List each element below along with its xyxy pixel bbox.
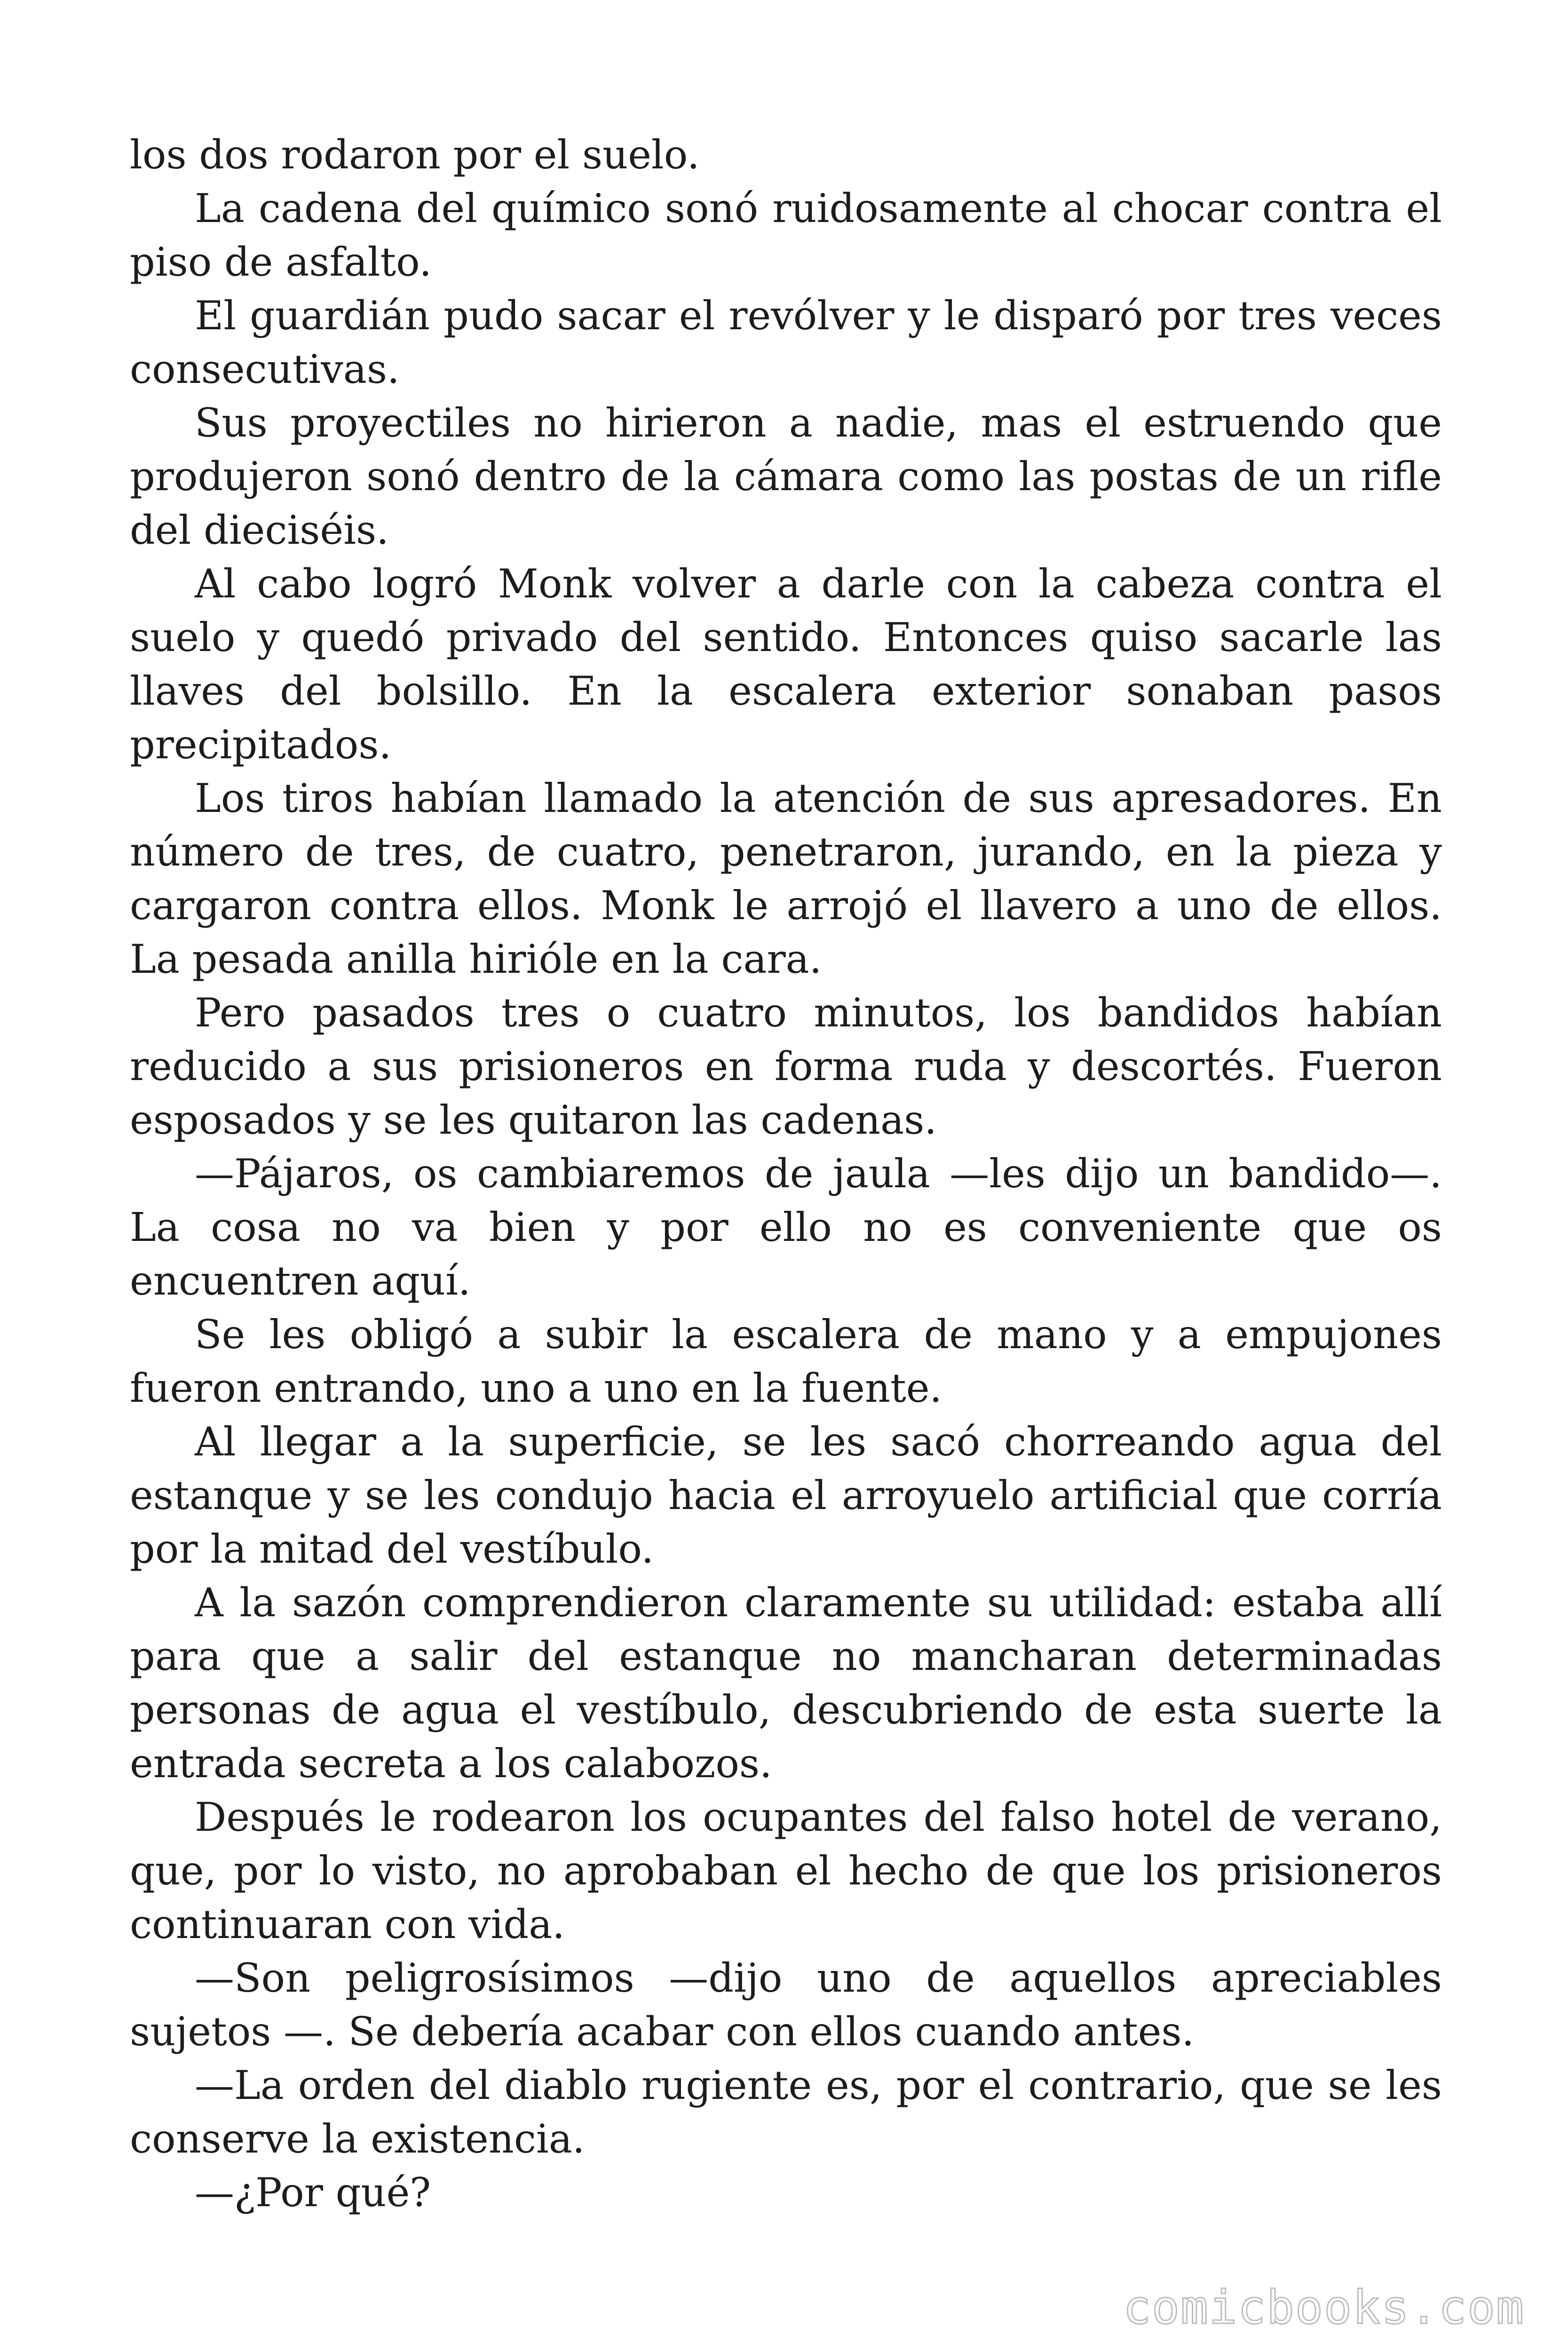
paragraph: A la sazón comprendieron claramente su utilidad: estaba allí para que a salir del estanque no mancharan determinadas personas de agua el vestíbulo, descubriendo de esta suerte la entrada secreta a los calabozos. <box>130 1580 1442 1787</box>
paragraph: Se les obligó a subir la escalera de mano y a empujones fueron entrando, uno a uno en la fuente. <box>130 1311 1442 1411</box>
paragraph: Al cabo logró Monk volver a darle con la cabeza contra el suelo y quedó privado del sentido. Entonces quiso sacarle las llaves del bolsillo. En la escalera exterior sonaban pasos precipitados. <box>130 561 1442 768</box>
dialogue-paragraph: —Pájaros, os cambiaremos de jaula —les dijo un bandido—. La cosa no va bien y por ello no es conveniente que os encuentren aquí. <box>130 1151 1442 1304</box>
dialogue-paragraph: —Son peligrosísimos —dijo uno de aquellos apreciables sujetos —. Se debería acabar con ellos cuando antes. <box>130 1955 1442 2055</box>
paragraph: Sus proyectiles no hirieron a nadie, mas el estruendo que produjeron sonó dentro de la cámara como las postas de un rifle del dieciséis. <box>130 400 1442 553</box>
paragraph: El guardián pudo sacar el revólver y le disparó por tres veces consecutivas. <box>130 293 1442 392</box>
paragraph: Al llegar a la superficie, se les sacó chorreando agua del estanque y se les condujo hacia el arroyuelo artificial que corría por la mitad del vestíbulo. <box>130 1419 1442 1572</box>
paragraph: Después le rodearon los ocupantes del falso hotel de verano, que, por lo visto, no aprobaban el hecho de que los prisioneros continuaran con vida. <box>130 1794 1442 1947</box>
page-body <box>130 128 1442 2219</box>
paragraph: Los tiros habían llamado la atención de sus apresadores. En número de tres, de cuatro, penetraron, jurando, en la pieza y cargaron contra ellos. Monk le arrojó el llavero a uno de ellos. La pesada anilla hirióle en la cara. <box>130 775 1442 982</box>
paragraph: los dos rodaron por el suelo. <box>130 132 700 178</box>
dialogue-paragraph: —¿Por qué? <box>195 2169 431 2216</box>
watermark: comicbooks.com <box>1123 2281 1525 2335</box>
paragraph: La cadena del químico sonó ruidosamente al chocar contra el piso de asfalto. <box>130 185 1442 285</box>
paragraph: Pero pasados tres o cuatro minutos, los bandidos habían reducido a sus prisioneros en forma ruda y descortés. Fueron esposados y se les quitaron las cadenas. <box>130 990 1442 1143</box>
dialogue-paragraph: —La orden del diablo rugiente es, por el contrario, que se les conserve la existencia. <box>130 2062 1442 2162</box>
